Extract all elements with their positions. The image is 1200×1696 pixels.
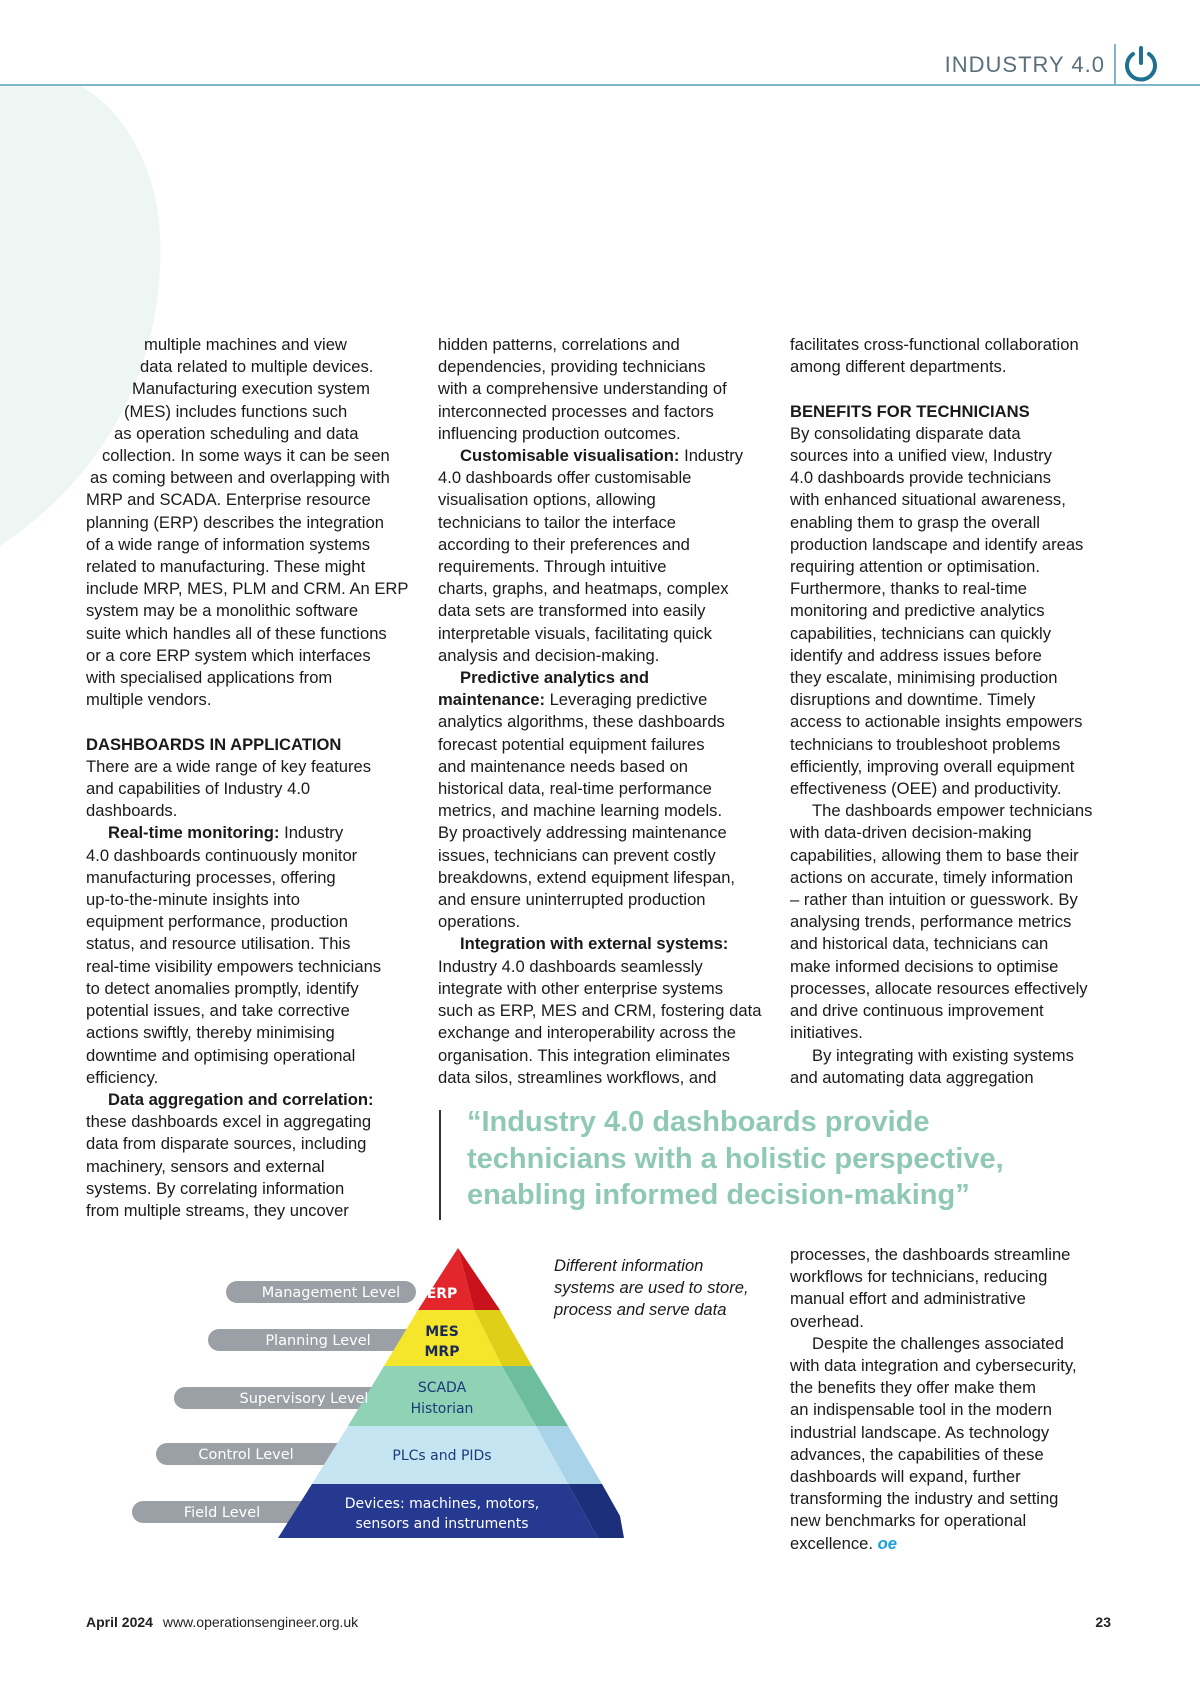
- text-line: [86, 711, 416, 733]
- text-line: capabilities, allowing them to base their: [790, 845, 1079, 865]
- text-line: Integration with external systems:: [460, 934, 729, 954]
- text-line: status, and resource utilisation. This: [86, 934, 351, 954]
- text-line: [790, 378, 1120, 400]
- text-line: 4.0 dashboards offer customisable: [438, 468, 692, 488]
- tier-label-scada: SCADA: [417, 1380, 467, 1396]
- text-line: collection. In some ways it can be seen: [102, 446, 390, 466]
- text-line: from multiple streams, they uncover: [86, 1200, 349, 1220]
- text-line: interconnected processes and factors: [438, 401, 714, 421]
- text-line: requirements. Through intuitive: [438, 557, 667, 577]
- text-line: among different departments.: [790, 357, 1007, 377]
- text-line: The dashboards empower technicians: [812, 801, 1093, 821]
- text-line: sources into a unified view, Industry: [790, 446, 1052, 466]
- text-line: suite which handles all of these functions: [86, 623, 387, 643]
- text-line: disruptions and downtime. Timely: [790, 690, 1036, 710]
- text-line: data from disparate sources, including: [86, 1134, 367, 1154]
- text-line: analysis and decision-making.: [438, 645, 660, 665]
- tier-label-devices-1: Devices: machines, motors,: [344, 1496, 540, 1512]
- text-line: with data-driven decision-making: [790, 823, 1032, 843]
- text-line: transforming the industry and setting: [790, 1489, 1059, 1509]
- text-line: manufacturing processes, offering: [86, 867, 336, 887]
- text-line: (MES) includes functions such: [124, 401, 348, 421]
- page-number: 23: [1095, 1614, 1111, 1630]
- text-line: Furthermore, thanks to real-time: [790, 579, 1028, 599]
- level-label-management: Management Level: [261, 1285, 401, 1301]
- text-line: analytics algorithms, these dashboards: [438, 712, 725, 732]
- text-line: systems. By correlating information: [86, 1178, 345, 1198]
- text-line: machinery, sensors and external: [86, 1156, 325, 1176]
- text-line: industrial landscape. As technology: [790, 1422, 1050, 1442]
- text-line: system may be a monolithic software: [86, 601, 359, 621]
- text-line: data sets are transformed into easily: [438, 601, 706, 621]
- text-line: planning (ERP) describes the integration: [86, 512, 384, 532]
- pull-quote: “Industry 4.0 dashboards provide technicians with a holistic perspective, enabling informed decision-making”: [467, 1106, 1004, 1211]
- text-line: effectiveness (OEE) and productivity.: [790, 779, 1062, 799]
- text-line: efficiency.: [86, 1067, 159, 1087]
- text-line: metrics, and machine learning models.: [438, 801, 723, 821]
- text-line: to detect anomalies promptly, identify: [86, 978, 359, 998]
- text-line: dependencies, providing technicians: [438, 357, 706, 377]
- text-line: facilitates cross-functional collaboration: [790, 335, 1079, 354]
- text-line: Data aggregation and correlation:: [108, 1089, 374, 1109]
- text-line: analysing trends, performance metrics: [790, 912, 1072, 932]
- text-line: multiple vendors.: [86, 690, 212, 710]
- text-line: BENEFITS FOR TECHNICIANS: [790, 401, 1030, 421]
- text-line: Manufacturing execution system: [132, 379, 370, 399]
- issue-date: April 2024: [86, 1614, 153, 1630]
- tier-label-historian: Historian: [410, 1401, 474, 1417]
- tier-label-mrp: MRP: [424, 1344, 460, 1360]
- text-line: There are a wide range of key features: [86, 756, 372, 776]
- text-line: influencing production outcomes.: [438, 423, 681, 443]
- text-line: multiple machines and view: [144, 335, 347, 354]
- text-line: dashboards will expand, further: [790, 1467, 1021, 1487]
- text-line: processes, the dashboards streamline: [790, 1245, 1071, 1264]
- text-line: up-to-the-minute insights into: [86, 890, 300, 910]
- text-line: overhead.: [790, 1311, 864, 1331]
- text-line: as coming between and overlapping with: [90, 468, 390, 488]
- text-line: historical data, real-time performance: [438, 779, 712, 799]
- text-line: such as ERP, MES and CRM, fostering data: [438, 1001, 762, 1021]
- column-1: [86, 334, 416, 1222]
- text-line: with data integration and cybersecurity,: [790, 1356, 1077, 1376]
- text-line: and ensure uninterrupted production: [438, 890, 706, 910]
- tier-label-devices-2: sensors and instruments: [355, 1516, 529, 1532]
- text-line: requiring attention or optimisation.: [790, 557, 1040, 577]
- text-line: data silos, streamlines workflows, and: [438, 1067, 717, 1087]
- text-line: of a wide range of information systems: [86, 534, 371, 554]
- header-rule: [0, 84, 1200, 86]
- text-line: 4.0 dashboards continuously monitor: [86, 845, 358, 865]
- footer: [86, 1614, 358, 1630]
- text-line: MRP and SCADA. Enterprise resource: [86, 490, 371, 510]
- text-line: workflows for technicians, reducing: [790, 1267, 1048, 1287]
- text-line: enabling them to grasp the overall: [790, 512, 1040, 532]
- text-line: and maintenance needs based on: [438, 756, 689, 776]
- text-line: integrate with other enterprise systems: [438, 978, 723, 998]
- text-line: or a core ERP system which interfaces: [86, 645, 371, 665]
- text-line: and automating data aggregation: [790, 1067, 1034, 1087]
- level-label-supervisory: Supervisory Level: [239, 1391, 369, 1407]
- text-line: By proactively addressing maintenance: [438, 823, 727, 843]
- text-line: access to actionable insights empowers: [790, 712, 1083, 732]
- column-3-continued: [790, 1244, 1120, 1555]
- website-url[interactable]: www.operationsengineer.org.uk: [162, 1614, 359, 1630]
- text-line: as operation scheduling and data: [114, 423, 359, 443]
- text-line: Real-time monitoring: Industry: [108, 823, 344, 843]
- text-line: maintenance: Leveraging predictive: [438, 690, 708, 710]
- text-line: organisation. This integration eliminates: [438, 1045, 731, 1065]
- automation-pyramid-diagram: [128, 1238, 628, 1558]
- text-line: By consolidating disparate data: [790, 423, 1021, 443]
- level-label-field: Field Level: [183, 1505, 261, 1521]
- tier-label-erp: ERP: [426, 1286, 458, 1302]
- text-line: with enhanced situational awareness,: [790, 490, 1066, 510]
- text-line: excellence. oe: [790, 1533, 898, 1553]
- text-line: Despite the challenges associated: [812, 1333, 1064, 1353]
- text-line: efficiently, improving overall equipment: [790, 756, 1075, 776]
- text-line: potential issues, and take corrective: [86, 1001, 350, 1021]
- text-line: data related to multiple devices.: [140, 357, 374, 377]
- text-line: technicians to troubleshoot problems: [790, 734, 1061, 754]
- tier-label-mes: MES: [425, 1324, 459, 1340]
- text-line: these dashboards excel in aggregating: [86, 1112, 372, 1132]
- text-line: interpretable visuals, facilitating quick: [438, 623, 712, 643]
- text-line: exchange and interoperability across the: [438, 1023, 736, 1043]
- text-line: manual effort and administrative: [790, 1289, 1026, 1309]
- text-line: forecast potential equipment failures: [438, 734, 705, 754]
- header-separator: [1114, 44, 1116, 84]
- text-line: make informed decisions to optimise: [790, 956, 1059, 976]
- text-line: operations.: [438, 912, 521, 932]
- text-line: related to manufacturing. These might: [86, 557, 366, 577]
- text-line: advances, the capabilities of these: [790, 1444, 1044, 1464]
- section-label: INDUSTRY 4.0: [944, 52, 1105, 77]
- text-line: and historical data, technicians can: [790, 934, 1049, 954]
- text-line: new benchmarks for operational: [790, 1511, 1027, 1531]
- text-line: charts, graphs, and heatmaps, complex: [438, 579, 729, 599]
- text-line: and drive continuous improvement: [790, 1001, 1044, 1021]
- text-line: an indispensable tool in the modern: [790, 1400, 1052, 1420]
- figure-caption: Different information systems are used to store, process and serve data: [554, 1256, 749, 1319]
- text-line: By integrating with existing systems: [812, 1045, 1074, 1065]
- text-line: real-time visibility empowers technicians: [86, 956, 382, 976]
- level-label-control: Control Level: [198, 1447, 294, 1463]
- text-line: initiatives.: [790, 1023, 863, 1043]
- text-line: 4.0 dashboards provide technicians: [790, 468, 1052, 488]
- text-line: monitoring and predictive analytics: [790, 601, 1045, 621]
- text-line: Industry 4.0 dashboards seamlessly: [438, 956, 703, 976]
- text-line: include MRP, MES, PLM and CRM. An ERP: [86, 579, 409, 599]
- text-line: dashboards.: [86, 801, 178, 821]
- text-line: technicians to tailor the interface: [438, 512, 676, 532]
- text-line: issues, technicians can prevent costly: [438, 845, 716, 865]
- text-line: hidden patterns, correlations and: [438, 335, 680, 354]
- level-label-planning: Planning Level: [265, 1333, 371, 1349]
- text-line: production landscape and identify areas: [790, 534, 1084, 554]
- text-line: processes, allocate resources effectively: [790, 978, 1088, 998]
- power-icon: [1122, 45, 1160, 83]
- text-line: and capabilities of Industry 4.0: [86, 779, 311, 799]
- text-line: visualisation options, allowing: [438, 490, 656, 510]
- text-line: actions on accurate, timely information: [790, 867, 1074, 887]
- text-line: capabilities, technicians can quickly: [790, 623, 1052, 643]
- text-line: actions swiftly, thereby minimising: [86, 1023, 335, 1043]
- pull-quote-bar: [439, 1110, 441, 1220]
- text-line: the benefits they offer make them: [790, 1378, 1036, 1398]
- column-3: [790, 334, 1120, 1089]
- text-line: DASHBOARDS IN APPLICATION: [86, 734, 342, 754]
- oe-logo-icon: oe: [873, 1533, 898, 1553]
- text-line: – rather than intuition or guesswork. By: [790, 890, 1078, 910]
- text-line: they escalate, minimising production: [790, 668, 1058, 688]
- text-line: breakdowns, extend equipment lifespan,: [438, 867, 736, 887]
- text-line: according to their preferences and: [438, 534, 690, 554]
- text-line: Customisable visualisation: Industry: [460, 446, 744, 466]
- column-2: [438, 334, 768, 1089]
- text-line: Predictive analytics and: [460, 668, 650, 688]
- text-line: downtime and optimising operational: [86, 1045, 356, 1065]
- tier-label-plcs: PLCs and PIDs: [392, 1448, 492, 1464]
- text-line: with specialised applications from: [86, 668, 333, 688]
- text-line: identify and address issues before: [790, 645, 1042, 665]
- text-line: with a comprehensive understanding of: [438, 379, 727, 399]
- text-line: equipment performance, production: [86, 912, 348, 932]
